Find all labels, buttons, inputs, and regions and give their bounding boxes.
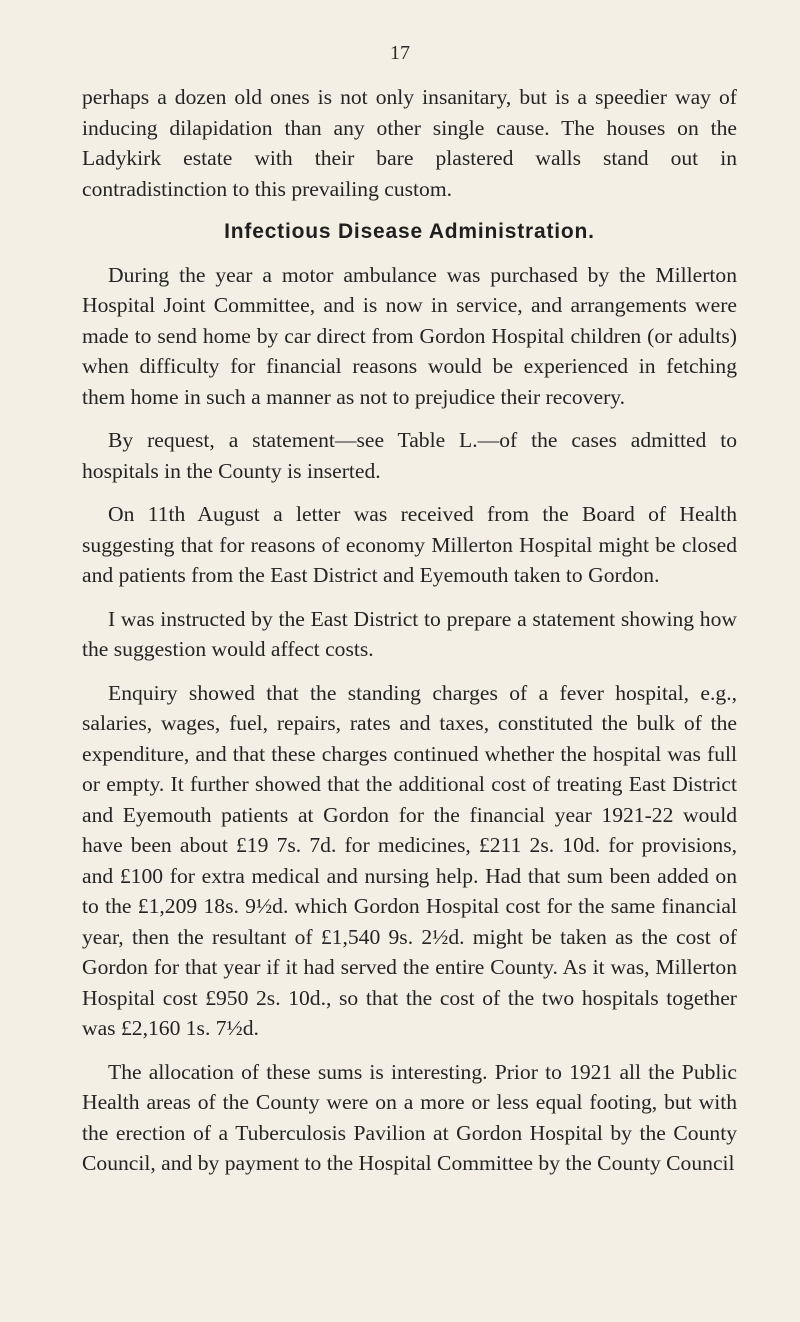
paragraph-insanitary: perhaps a dozen old ones is not only insanitary, but is a speedier way of inducing dilapidation than any other single cause. The houses on the Ladykirk estate with their bare plastered walls stand out in contradistinction to this prevailing custom. [82,85,737,201]
paragraph-motor-ambulance: During the year a motor ambulance was purchased by the Millerton Hospital Joint Committee, and is now in service, and arrangements were made to send home by car direct from Gordon Hospital children (or adults) when difficulty for financial reasons would be experienced in fetching them home in such a manner as not to prejudice their recovery. [82,262,737,409]
paragraph-instruction: I was instructed by the East District to prepare a statement showing how the suggestion would affect costs. [82,606,737,661]
page-body [82,82,737,1192]
paragraph-table-l-statement: By request, a statement—see Table L.—of the cases admitted to hospitals in the County is inserted. [82,428,737,483]
paragraph-enquiry-costs: Enquiry showed that the standing charges of a fever hospital, e.g., salaries, wages, fuel, repairs, rates and taxes, constituted the bulk of the expenditure, and that these charges continued whether the hospital was full or empty. It further showed that the additional cost of treating East District and Eyemouth patients at Gordon for the financial year 1921-22 would have been about £19 7s. 7d. for medicines, £211 2s. 10d. for provisions, and £100 for extra medical and nursing help. Had that sum been added on to the £1,209 18s. 9½d. which Gordon Hospital cost for the same financial year, then the resultant of £1,540 9s. 2½d. might be taken as the cost of Gordon for that year if it had served the entire County. As it was, Millerton Hospital cost £950 2s. 10d., so that the cost of the two hospitals together was £2,160 1s. 7½d. [82,680,737,1040]
section-heading: Infectious Disease Administration. [224,220,595,243]
page-number: 17 [390,42,410,64]
paragraph-board-of-health-letter: On 11th August a letter was received from the Board of Health suggesting that for reasons of economy Millerton Hospital might be closed and patients from the East District and Eyemouth taken to Gordon. [82,502,737,587]
paragraph-allocation: The allocation of these sums is interesting. Prior to 1921 all the Public Health areas of the County were on a more or less equal footing, but with the erection of a Tuberculosis Pavilion at Gordon Hospital by the County Council, and by payment to the Hospital Committee by the County Council [82,1059,737,1175]
